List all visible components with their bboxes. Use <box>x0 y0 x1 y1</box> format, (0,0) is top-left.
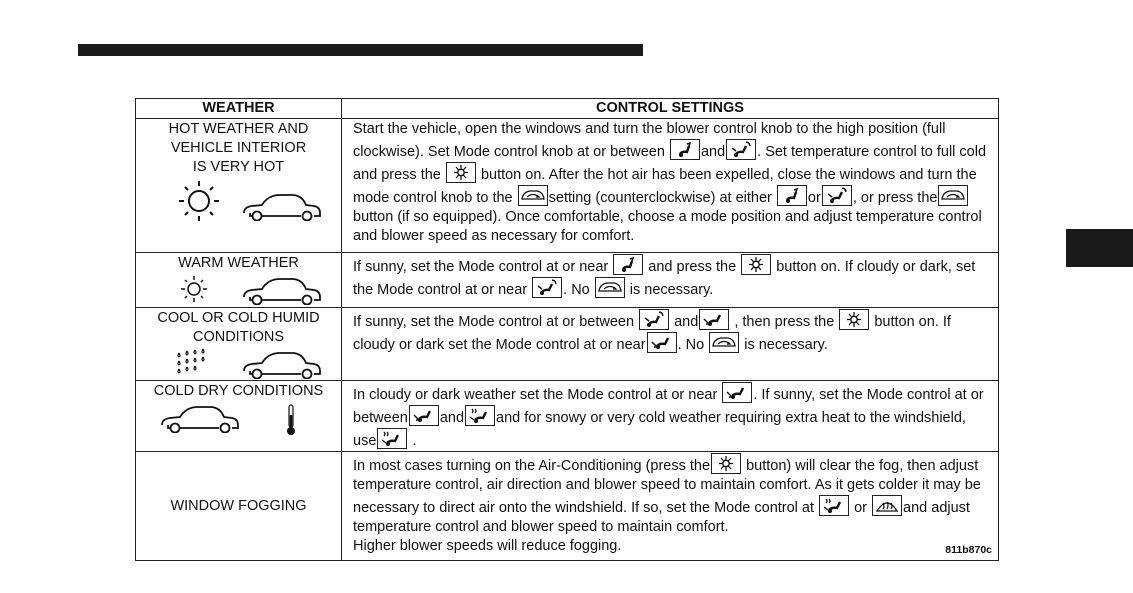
mode-mix-icon <box>377 428 407 449</box>
ac-snowflake-icon <box>839 309 869 330</box>
recirculation-icon <box>709 332 739 353</box>
car-icon <box>162 407 238 433</box>
instruction-text: button on. If cloudy or dark, set the Mode control at or near <box>353 259 976 298</box>
weather-label-line: VEHICLE INTERIOR <box>170 140 307 156</box>
section-tab-marker <box>1066 229 1133 267</box>
control-cell-fogging <box>342 452 999 561</box>
car-icon <box>244 195 320 221</box>
recirculation-icon <box>938 185 968 206</box>
header-control-settings: CONTROL SETTINGS <box>342 99 999 119</box>
header-weather: WEATHER <box>136 99 342 119</box>
weather-label-line: COLD DRY CONDITIONS <box>153 383 324 399</box>
instruction-text: is necessary. <box>629 282 714 298</box>
mode-floor-icon <box>647 332 677 353</box>
hot-weather-illustration <box>149 177 329 225</box>
table-row <box>136 119 999 253</box>
cold-weather-illustration <box>149 401 329 437</box>
weather-label-line: WARM WEATHER <box>178 255 299 271</box>
weather-label-line: COOL OR COLD HUMID <box>157 310 320 326</box>
instruction-text: Start the vehicle, open the windows and turn the blower control knob to the high position (full clockwise). Set Mode control knob at or between <box>353 121 946 160</box>
table-row <box>136 308 999 381</box>
control-cell-warm <box>342 253 999 308</box>
weather-cell-cold-dry <box>136 381 342 452</box>
instruction-text: . No <box>677 337 705 353</box>
instruction-text: button on. After the hot air has been expelled, close the windows and turn the mode control knob to the <box>353 167 977 206</box>
ac-snowflake-icon <box>741 254 771 275</box>
humid-weather-illustration <box>149 347 329 379</box>
recirculation-icon <box>518 185 548 206</box>
instruction-text: button (if so equipped). Once comfortable, choose a mode position and adjust temperature control and blower speed as necessary for comfort. <box>353 209 982 244</box>
instruction-text: , or press the <box>852 190 938 206</box>
rain-drops-icon <box>178 349 204 373</box>
table-row <box>136 253 999 308</box>
weather-cell-hot <box>136 119 342 253</box>
instruction-text: is necessary. <box>744 337 828 353</box>
instruction-text: In most cases turning on the Air-Conditioning (press the <box>353 458 711 474</box>
mode-mix-icon <box>819 495 849 516</box>
mode-floor-icon <box>699 309 729 330</box>
thermometer-icon <box>287 405 295 435</box>
mode-bilevel-icon <box>726 139 756 160</box>
recirculation-icon <box>595 277 625 298</box>
instruction-text: and for snowy or very cold weather requiring extra heat to the windshield, use <box>353 410 966 449</box>
mode-floor-icon <box>409 405 439 426</box>
instruction-text: . Set temperature control to full cold and press the <box>353 144 987 183</box>
instruction-text: and adjust temperature control and blower speed to maintain comfort. <box>353 500 970 535</box>
control-cell-cold-dry <box>342 381 999 452</box>
mode-bilevel-icon <box>639 309 669 330</box>
sun-icon <box>181 276 207 302</box>
ac-snowflake-icon <box>446 162 476 183</box>
table-row <box>136 452 999 561</box>
instruction-text: and press the <box>648 259 737 275</box>
instruction-text: If sunny, set the Mode control at or near <box>353 259 609 275</box>
instruction-text: Higher blower speeds will reduce fogging. <box>353 538 622 554</box>
instruction-text: and <box>674 314 699 330</box>
warm-weather-illustration <box>149 273 329 305</box>
control-cell-hot <box>342 119 999 253</box>
instruction-text: setting (counterclockwise) at either <box>548 190 772 206</box>
table-header-row <box>136 99 999 119</box>
ac-snowflake-icon <box>711 453 741 474</box>
weather-cell-fogging <box>136 452 342 561</box>
instruction-text: button) will clear the fog, then adjust temperature control, air direction and blower speed to maintain comfort. As it gets colder it may be necessary to direct air onto the windshield. If so, set the Mode control at <box>353 458 981 516</box>
figure-reference: 811b870c <box>945 544 992 556</box>
instruction-text: button on. If cloudy or dark set the Mode control at or near <box>353 314 951 353</box>
table-row <box>136 381 999 452</box>
weather-label-line: IS VERY HOT <box>192 159 285 175</box>
instruction-text: . No <box>563 282 590 298</box>
weather-cell-warm <box>136 253 342 308</box>
instruction-text: . If sunny, set the Mode control at or between <box>353 387 984 426</box>
instruction-text: , then press the <box>734 314 835 330</box>
weather-cell-cool-humid <box>136 308 342 381</box>
car-icon <box>244 279 320 305</box>
instruction-text: or <box>854 500 867 516</box>
mode-panel-icon <box>670 139 700 160</box>
instruction-text: In cloudy or dark weather set the Mode control at or near <box>353 387 718 403</box>
header-rule <box>78 44 643 56</box>
mode-panel-icon <box>613 254 643 275</box>
instruction-text: and <box>700 144 726 160</box>
defrost-icon <box>872 495 902 516</box>
instruction-text: If sunny, set the Mode control at or between <box>353 314 635 330</box>
mode-bilevel-icon <box>822 185 852 206</box>
climate-control-table <box>135 98 999 561</box>
mode-floor-icon <box>722 382 752 403</box>
control-cell-cool-humid <box>342 308 999 381</box>
mode-mix-icon <box>465 405 495 426</box>
instruction-text: . <box>412 433 417 449</box>
weather-label-line: HOT WEATHER AND <box>168 121 309 137</box>
sun-icon <box>179 181 219 221</box>
mode-bilevel-icon <box>532 277 562 298</box>
weather-label-line: CONDITIONS <box>192 329 285 345</box>
weather-label-line: WINDOW FOGGING <box>170 497 307 514</box>
mode-panel-icon <box>777 185 807 206</box>
instruction-text: and <box>439 410 465 426</box>
car-icon <box>244 353 320 379</box>
instruction-text: or <box>807 190 821 206</box>
